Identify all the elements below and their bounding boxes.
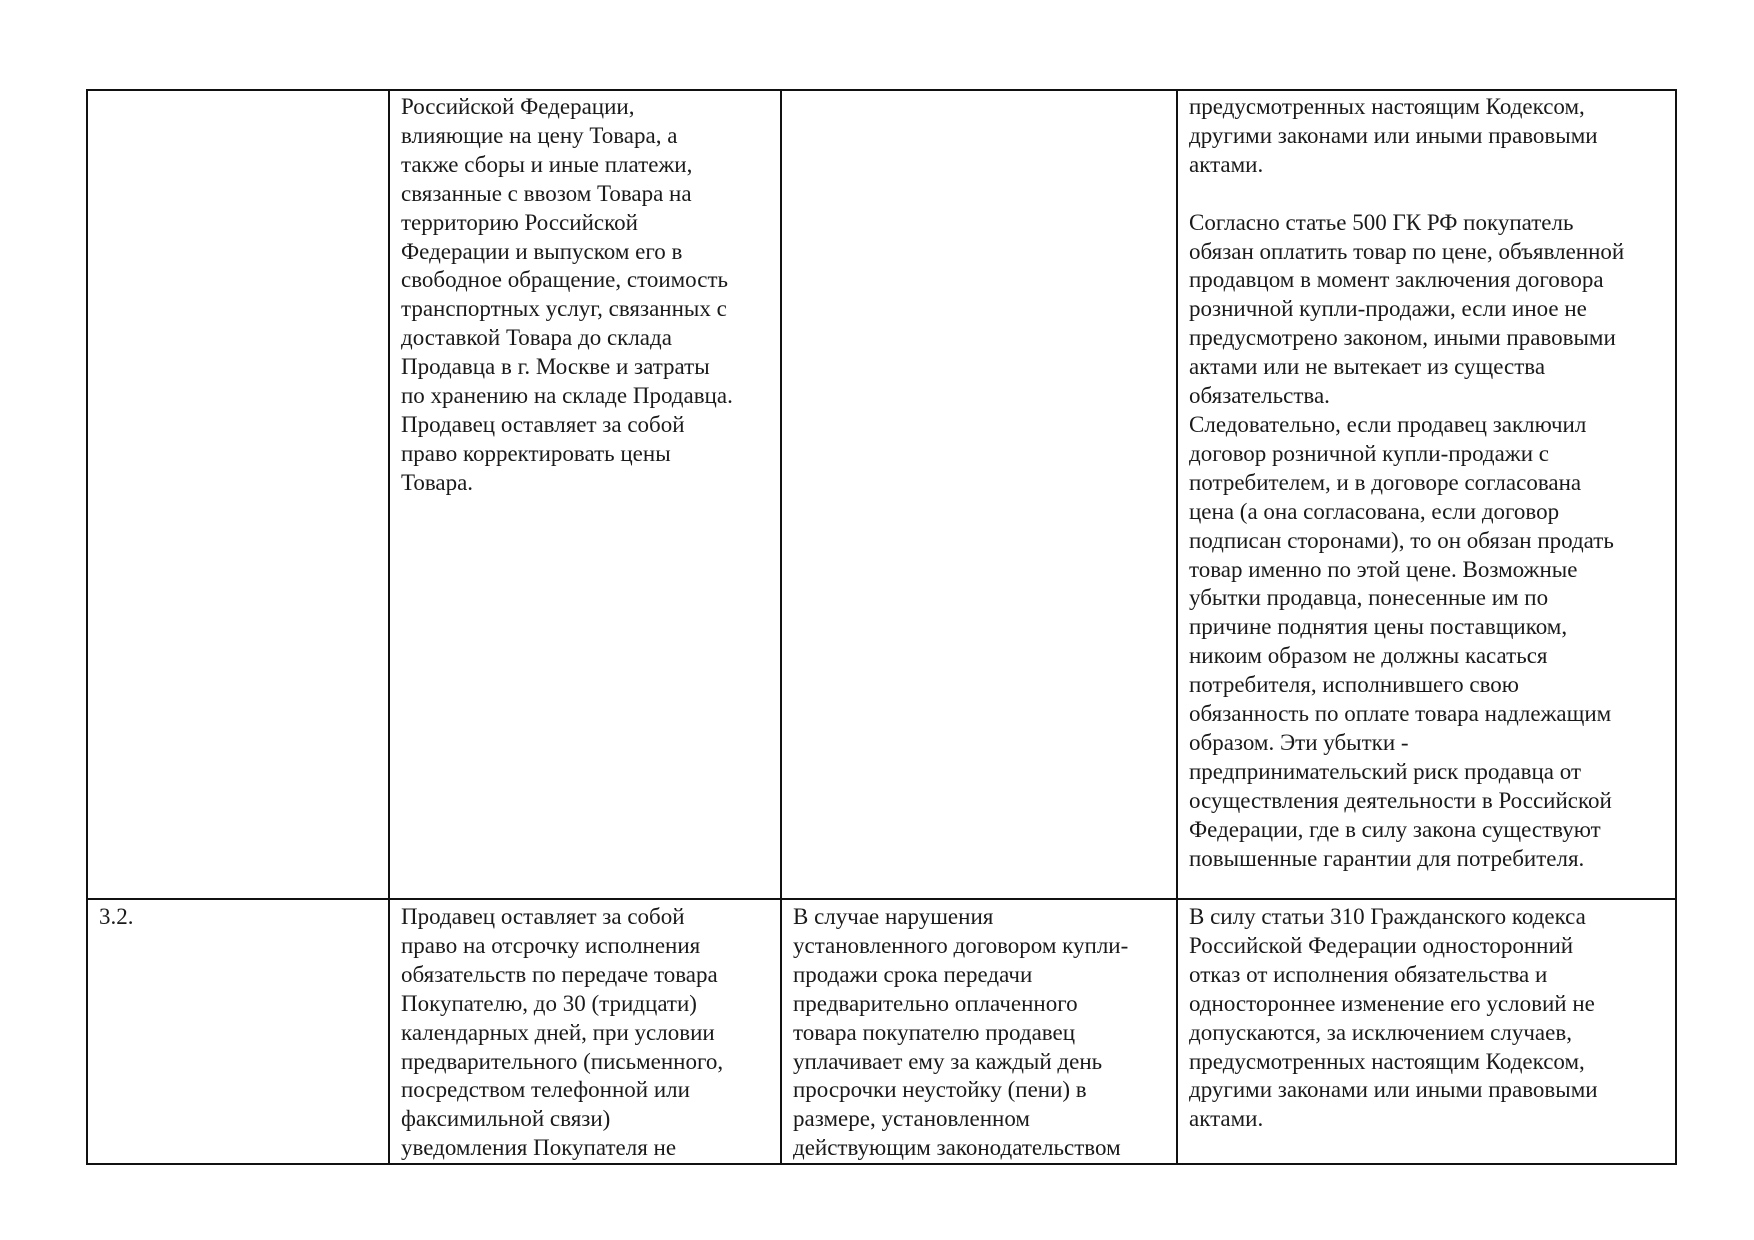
clause-number-cell — [87, 90, 389, 899]
table-row — [87, 899, 1676, 1164]
legal-basis-text: предусмотренных настоящим Кодексом, другими законами или иными правовыми актами. Согласно статье 500 ГК РФ покупатель обязан оплатить товар по цене, объявленной продавцом в момент заключения договора розничной купли-продажи, если иное не предусмотрено законом, иными правовыми актами или не вытекает из существа обязательства. Следовательно, если продавец заключил договор розничной купли-продажи с потребителем, и в договоре согласована цена (а она согласована, если договор подписан сторонами), то он обязан продать товар именно по этой цене. Возможные убытки продавца, понесенные им по причине поднятия цены поставщиком, никоим образом не должны касаться потребителя, исполнившего свою обязанность по оплате товара надлежащим образом. Эти убытки - предпринимательский риск продавца от осуществления деятельности в Российской Федерации, где в силу закона существуют повышенные гарантии для потребителя. — [1189, 94, 1625, 871]
seller-terms-text: Продавец оставляет за собой право на отсрочку исполнения обязательств по передаче товара Покупателю, до 30 (тридцати) календарных дней, при условии предварительного (письменного, посредством телефонной или факсимильной связи) уведомления Покупателя не — [401, 904, 724, 1161]
buyer-terms-cell — [781, 90, 1177, 899]
clause-number-cell — [87, 899, 389, 1164]
legal-basis-cell — [1177, 90, 1676, 899]
table-row — [87, 90, 1676, 899]
buyer-terms-cell — [781, 899, 1177, 1164]
seller-terms-cell — [389, 899, 781, 1164]
clause-number: 3.2. — [99, 904, 134, 929]
seller-terms-cell — [389, 90, 781, 899]
buyer-terms-text: В случае нарушения установленного договором купли- продажи срока передачи предварительно оплаченного товара покупателю продавец уплачивает ему за каждый день просрочки неустойку (пени) в размере, установленном действующим законодательством — [793, 904, 1129, 1161]
legal-basis-text: В силу статьи 310 Гражданского кодекса Российской Федерации односторонний отказ от исполнения обязательства и одностороннее изменение его условий не допускаются, за исключением случаев, предусмотренных настоящим Кодексом, другими законами или иными правовыми актами. — [1189, 904, 1598, 1132]
buyer-terms-text — [782, 91, 1176, 93]
seller-terms-text: Российской Федерации, влияющие на цену Товара, а также сборы и иные платежи, связанные с ввозом Товара на территорию Российской Федерации и выпуском его в свободное обращение, стоимость транспортных услуг, связанных с доставкой Товара до склада Продавца в г. Москве и затраты по хранению на складе Продавца. Продавец оставляет за собой право корректировать цены Товара. — [401, 94, 733, 495]
legal-basis-cell — [1177, 899, 1676, 1164]
comparison-table — [86, 89, 1677, 1165]
clause-number — [88, 91, 388, 93]
